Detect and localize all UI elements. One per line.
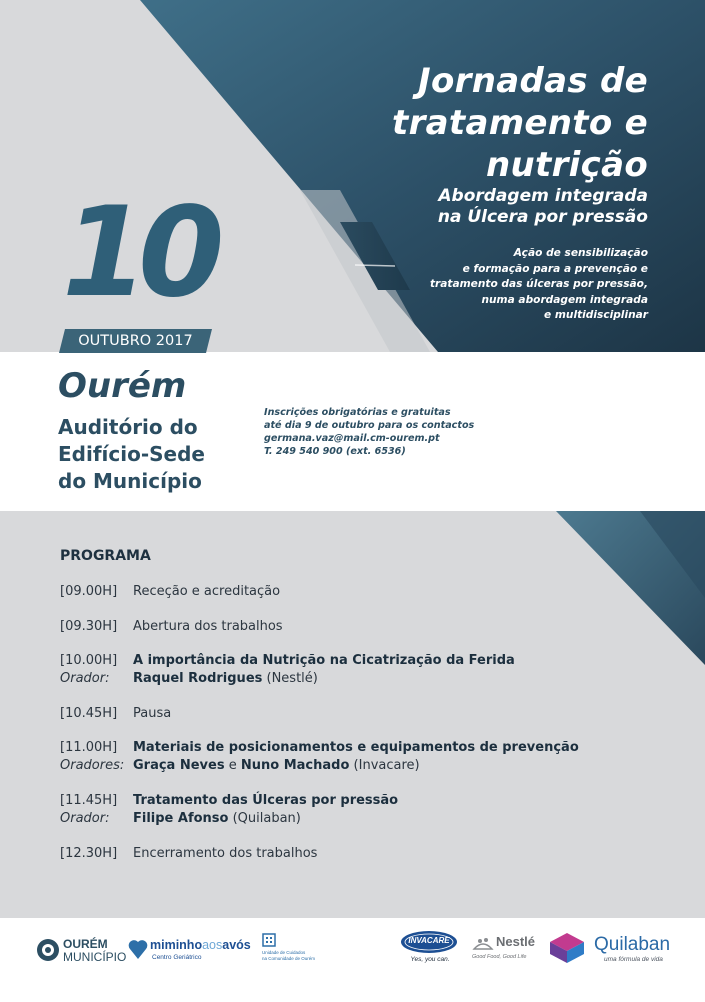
nestle-nest-icon <box>472 935 494 951</box>
logo-nestle <box>472 934 544 968</box>
title-line-2: tratamento e <box>392 103 648 143</box>
program-time: [10.45H] <box>60 706 118 721</box>
description-line-5: e multidisciplinar <box>544 309 648 321</box>
ucc-building-icon <box>262 933 276 947</box>
event-title <box>318 60 648 186</box>
logo-ucc-ourem <box>262 933 332 969</box>
program-title: A importância da Nutrição na Cicatrização da Ferida <box>133 653 515 668</box>
speaker-org: (Invacare) <box>353 758 420 773</box>
venue-line-3: do Município <box>58 469 202 493</box>
logo-miminho-aos-avos <box>128 936 250 966</box>
speaker-org: (Nestlé) <box>266 671 318 686</box>
program-time: [12.30H] <box>60 846 118 861</box>
nestle-logo-tagline: Good Food, Good Life <box>472 954 527 960</box>
program-item-4 <box>60 705 660 723</box>
miminho-logo-name <box>150 938 251 952</box>
registration-phone: T. 249 540 900 (ext. 6536) <box>264 446 406 457</box>
speaker-name: Filipe Afonso <box>133 811 229 826</box>
event-day: 10 <box>62 181 215 325</box>
speaker-conjunction: e <box>228 758 237 773</box>
ourem-crest-icon <box>36 938 60 962</box>
ucc-logo-line1: Unidade de Cuidados <box>262 950 306 955</box>
program-title: Tratamento das Úlceras por pressão <box>133 793 399 808</box>
nestle-logo-name: Nestlé <box>496 934 536 949</box>
invacare-logo-tagline: Yes, you can. <box>410 956 450 963</box>
program-item-2 <box>60 618 660 636</box>
description-line-4: numa abordagem integrada <box>481 293 648 306</box>
event-venue <box>58 414 258 495</box>
program-item-7 <box>60 845 660 863</box>
ourem-logo-line2: MUNICÍPIO <box>63 950 127 964</box>
description-line-2: e formação para a prevenção e <box>462 262 648 275</box>
invacare-logo-name: INVACARE <box>408 936 450 945</box>
program-item-6 <box>60 792 660 828</box>
quilaban-logo-name: Quilaban <box>594 934 671 955</box>
registration-email: germana.vaz@mail.cm-ourem.pt <box>264 433 440 444</box>
event-month-year: OUTUBRO 2017 <box>78 333 193 349</box>
miminho-heart-icon <box>128 937 148 961</box>
program-title: Abertura dos trabalhos <box>133 619 283 634</box>
event-city: Ourém <box>58 366 187 406</box>
speaker-role: Oradores: <box>60 758 125 773</box>
speaker-role: Orador: <box>60 811 110 826</box>
program-title: Materiais de posicionamentos e equipamentos de prevenção <box>133 740 579 755</box>
registration-info <box>264 406 504 458</box>
venue-line-2: Edifício-Sede <box>58 442 205 466</box>
miminho-name-part1: miminho <box>150 938 203 952</box>
sponsors-footer <box>0 918 705 1002</box>
registration-line-1: Inscrições obrigatórias e gratuitas <box>264 407 451 418</box>
ucc-logo-line2: na Comunidade de Ourém <box>262 956 316 961</box>
registration-line-2: até dia 9 de outubro para os contactos <box>264 420 475 431</box>
program-time: [11.00H] <box>60 740 118 755</box>
program-title: Receção e acreditação <box>133 584 281 599</box>
ourem-logo-line1: OURÉM <box>63 937 108 951</box>
venue-line-1: Auditório do <box>58 415 198 439</box>
program-heading: PROGRAMA <box>60 548 151 564</box>
program-time: [09.00H] <box>60 584 118 599</box>
logo-invacare <box>400 930 460 970</box>
program-title: Pausa <box>133 706 172 721</box>
title-line-1: Jornadas de <box>418 61 648 101</box>
speaker-role: Orador: <box>60 671 110 686</box>
speaker-org: (Quilaban) <box>232 811 301 826</box>
miminho-logo-sub: Centro Geriátrico <box>152 954 202 961</box>
subtitle-line-2: na Úlcera por pressão <box>437 207 648 227</box>
subtitle-line-1: Abordagem integrada <box>438 186 648 206</box>
quilaban-cube-icon <box>548 932 586 964</box>
speaker-name-2: Nuno Machado <box>240 758 350 773</box>
speaker-name: Graça Neves <box>133 758 225 773</box>
description-line-3: tratamento das úlceras por pressão, <box>429 278 648 290</box>
description-line-1: Ação de sensibilização <box>513 247 648 259</box>
program-time: [11.45H] <box>60 793 118 808</box>
miminho-name-part3: avós <box>222 938 251 952</box>
event-description <box>348 246 648 324</box>
logo-ourem-municipio <box>36 936 126 966</box>
program-time: [10.00H] <box>60 653 118 668</box>
event-subtitle <box>318 186 648 228</box>
program-item-5 <box>60 739 660 775</box>
logo-quilaban <box>548 932 678 968</box>
quilaban-logo-tagline: uma fórmula de vida <box>604 956 663 963</box>
program-item-1 <box>60 583 660 601</box>
speaker-name: Raquel Rodrigues <box>133 671 263 686</box>
title-line-3: nutrição <box>486 145 648 185</box>
program-title: Encerramento dos trabalhos <box>133 846 318 861</box>
program-time: [09.30H] <box>60 619 118 634</box>
program-item-3 <box>60 652 660 688</box>
miminho-name-part2: aos <box>202 938 223 952</box>
